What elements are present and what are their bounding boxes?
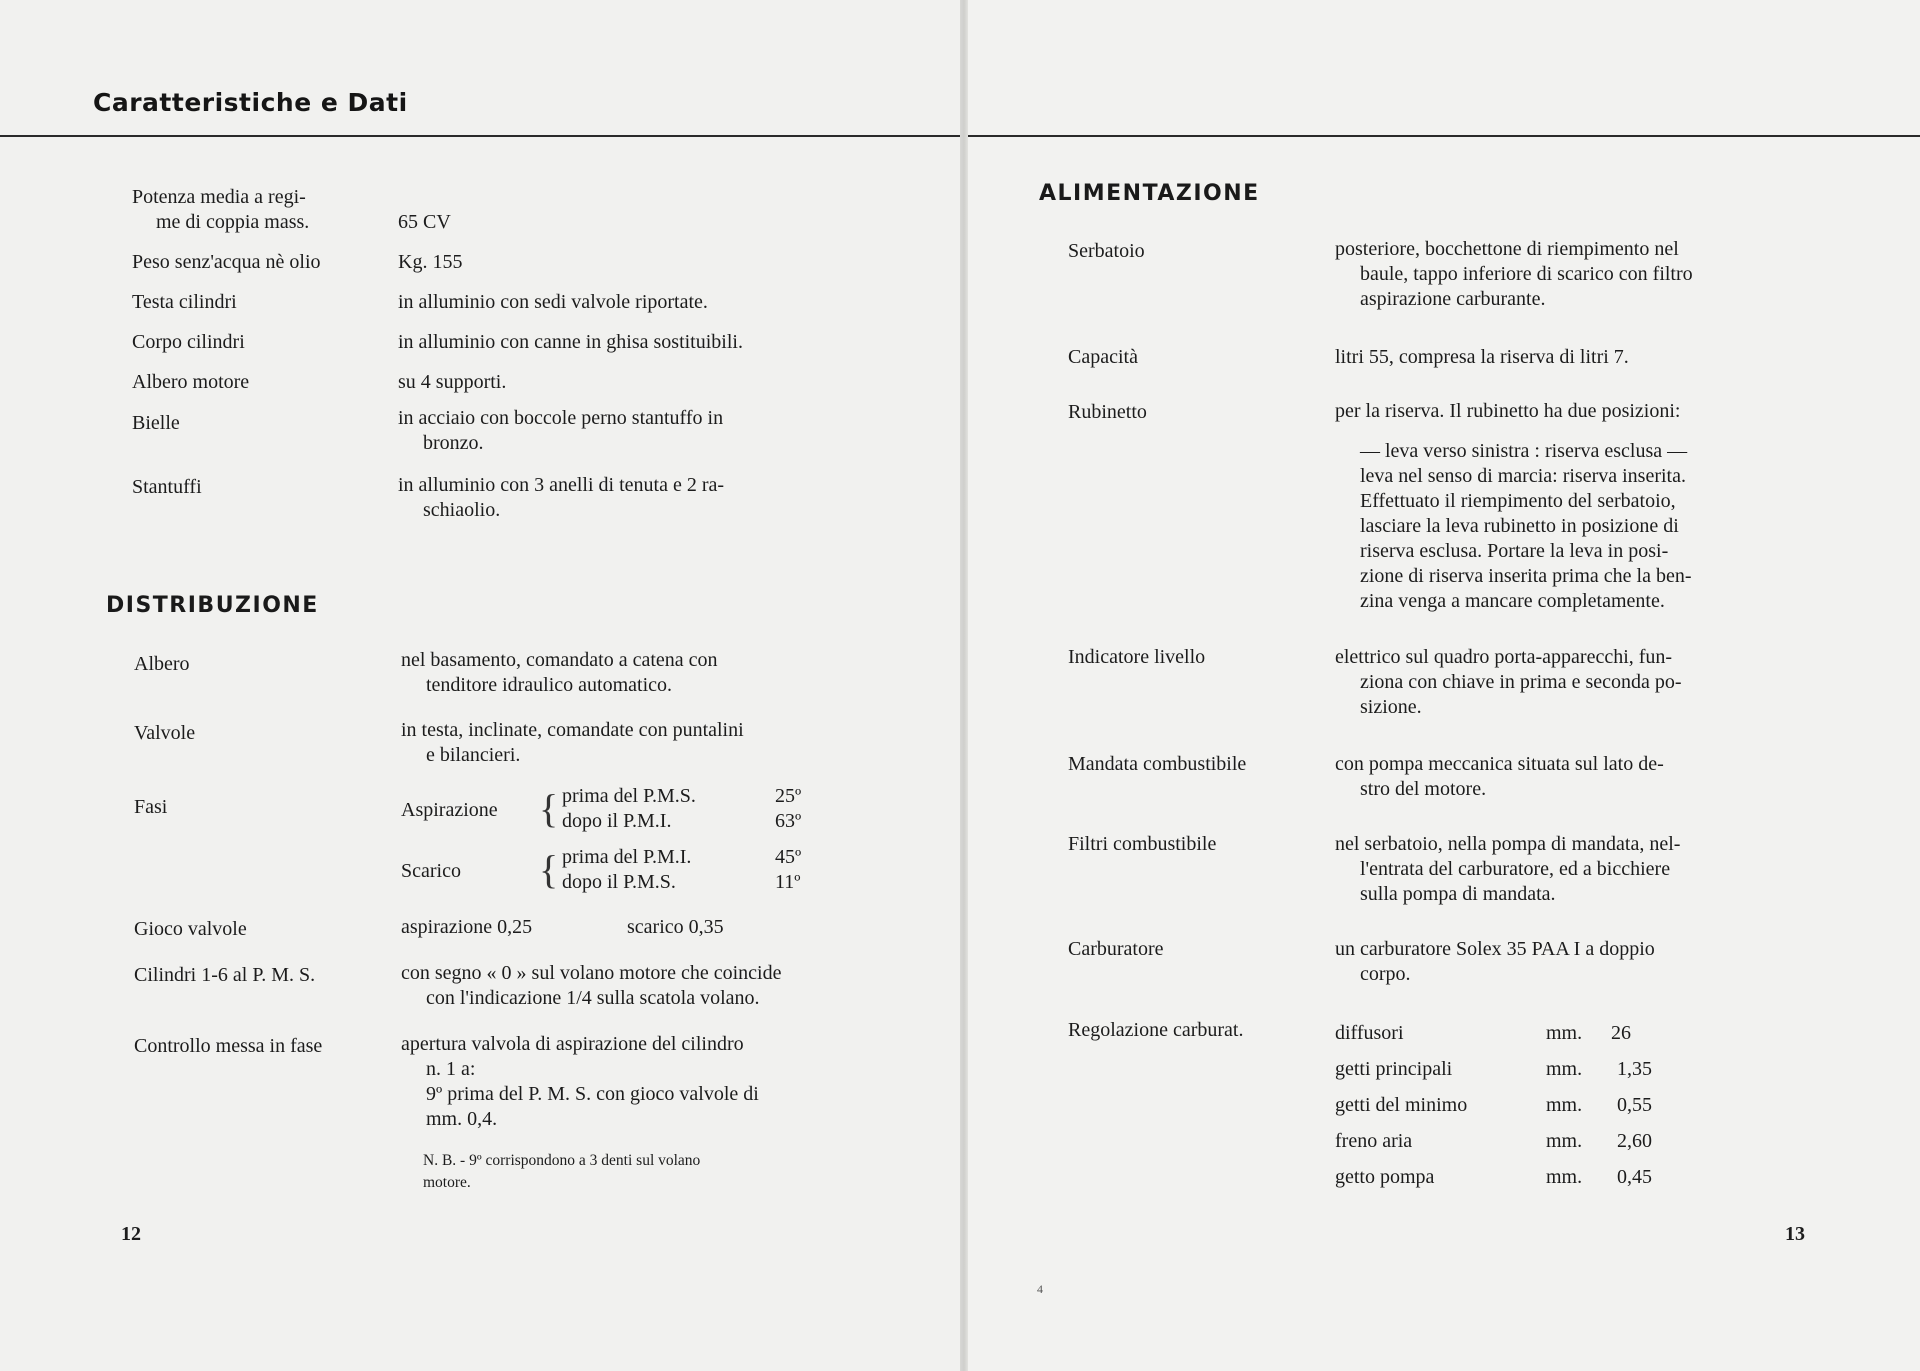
dist-label-controllo: Controllo messa in fase — [134, 1035, 323, 1057]
phase-scarico-line1: prima del P.M.I. — [562, 846, 692, 868]
spec-label-testa: Testa cilindri — [132, 291, 237, 313]
dist-label-albero: Albero — [134, 653, 190, 675]
dist-value-cilindri — [401, 961, 877, 1011]
carb-setting-unit: mm. — [1546, 1166, 1583, 1188]
spec-value-stantuffi — [398, 473, 874, 523]
alim-value-line: ziona con chiave in prima e seconda po- — [1360, 671, 1682, 693]
section-title-distribuzione: DISTRIBUZIONE — [106, 593, 319, 618]
note-line: motore. — [423, 1174, 471, 1191]
dist-value-line: apertura valvola di aspirazione del cilindro — [401, 1033, 744, 1055]
carb-setting-value: 2,60 — [1617, 1130, 1652, 1152]
phase-aspirazione-line2: dopo il P.M.I. — [562, 810, 672, 832]
alim-value-line: elettrico sul quadro porta-apparecchi, fun- — [1335, 646, 1673, 668]
alim-value-mandata — [1335, 752, 1810, 802]
alim-label-indicatore: Indicatore livello — [1068, 646, 1206, 668]
header-rule — [968, 135, 1920, 137]
dist-value-gioco-asp: aspirazione 0,25 — [401, 916, 533, 938]
dist-value-albero — [401, 648, 875, 698]
alim-value-line: nel serbatoio, nella pompa di mandata, nel- — [1335, 833, 1681, 855]
dist-value-gioco-sca: scarico 0,35 — [627, 916, 724, 938]
spec-value-line: schiaolio. — [423, 499, 501, 521]
spec-value-corpo: in alluminio con canne in ghisa sostituibili. — [398, 331, 743, 353]
dist-value-line: con segno « 0 » sul volano motore che coincide — [401, 962, 782, 984]
alim-value-line: stro del motore. — [1360, 778, 1487, 800]
carb-setting-name: freno aria — [1335, 1130, 1413, 1152]
alim-value-line: zina venga a mancare completamente. — [1360, 590, 1665, 612]
spec-label-line: me di coppia mass. — [156, 211, 310, 233]
spec-label-corpo: Corpo cilindri — [132, 331, 245, 353]
alim-value-line: con pompa meccanica situata sul lato de- — [1335, 753, 1664, 775]
alim-value-line: corpo. — [1360, 963, 1411, 985]
alim-label-filtri: Filtri combustibile — [1068, 833, 1217, 855]
dist-label-cilindri: Cilindri 1-6 al P. M. S. — [134, 964, 316, 986]
dist-label-valvole: Valvole — [134, 722, 196, 744]
brace-icon: { — [539, 786, 559, 831]
carb-setting-value: 26 — [1611, 1022, 1631, 1044]
alim-value-rubinetto: per la riserva. Il rubinetto ha due posizioni: — [1335, 400, 1681, 422]
spec-value-bielle — [398, 406, 874, 456]
section-title-alimentazione: ALIMENTAZIONE — [1039, 181, 1260, 206]
header-rule — [0, 135, 960, 137]
alim-value-indicatore — [1335, 645, 1810, 720]
book-gutter — [960, 0, 968, 1371]
alim-value-line: riserva esclusa. Portare la leva in posi- — [1360, 540, 1669, 562]
alim-value-line: posteriore, bocchettone di riempimento nel — [1335, 238, 1679, 260]
alim-value-line: sulla pompa di mandata. — [1360, 883, 1556, 905]
brace-icon: { — [539, 847, 559, 892]
phase-scarico-deg2: 11º — [775, 871, 801, 893]
alim-value-line: aspirazione carburante. — [1360, 288, 1546, 310]
alim-value-line: leva nel senso di marcia: riserva inserita. — [1360, 465, 1686, 487]
carb-setting-unit: mm. — [1546, 1094, 1583, 1116]
phase-aspirazione-label: Aspirazione — [401, 799, 498, 821]
dist-value-controllo — [401, 1032, 877, 1132]
spec-label-potenza — [132, 185, 309, 235]
dist-label-gioco: Gioco valvole — [134, 918, 247, 940]
spec-label-peso: Peso senz'acqua nè olio — [132, 251, 321, 273]
page-header-title: Caratteristiche e Dati — [93, 88, 408, 117]
dist-value-line: tenditore idraulico automatico. — [426, 674, 673, 696]
alim-value-line: lasciare la leva rubinetto in posizione di — [1360, 515, 1679, 537]
alim-value-line: un carburatore Solex 35 PAA I a doppio — [1335, 938, 1655, 960]
dist-value-line: in testa, inclinate, comandate con puntalini — [401, 719, 744, 741]
dist-value-line: n. 1 a: — [426, 1058, 476, 1080]
dist-value-line: 9º prima del P. M. S. con gioco valvole di — [426, 1083, 759, 1105]
dist-value-line: con l'indicazione 1/4 sulla scatola volano. — [426, 987, 760, 1009]
page-number-right: 13 — [1785, 1223, 1805, 1245]
phase-scarico-deg1: 45º — [775, 846, 802, 868]
alim-value-carburatore — [1335, 937, 1810, 987]
carb-setting-name: diffusori — [1335, 1022, 1404, 1044]
spec-value-peso: Kg. 155 — [398, 251, 463, 273]
spec-label-albero-motore: Albero motore — [132, 371, 250, 393]
alim-value-line: baule, tappo inferiore di scarico con filtro — [1360, 263, 1693, 285]
dist-label-fasi: Fasi — [134, 796, 168, 818]
alim-label-mandata: Mandata combustibile — [1068, 753, 1247, 775]
carb-setting-name: getti del minimo — [1335, 1094, 1468, 1116]
phase-scarico-label: Scarico — [401, 860, 461, 882]
spec-value-potenza: 65 CV — [398, 211, 451, 233]
carb-setting-name: getti principali — [1335, 1058, 1453, 1080]
spec-value-line: in acciaio con boccole perno stantuffo in — [398, 407, 724, 429]
spec-label-stantuffi: Stantuffi — [132, 476, 202, 498]
spec-value-line: bronzo. — [423, 432, 484, 454]
right-page — [968, 0, 1920, 1371]
spec-label-line: Potenza media a regi- — [132, 186, 306, 208]
carb-setting-value: 1,35 — [1617, 1058, 1652, 1080]
spec-value-line: in alluminio con 3 anelli di tenuta e 2 ra- — [398, 474, 725, 496]
alim-rubinetto-paragraph — [1360, 439, 1810, 614]
carb-setting-unit: mm. — [1546, 1022, 1583, 1044]
alim-value-capacita: litri 55, compresa la riserva di litri 7. — [1335, 346, 1629, 368]
alim-value-line: l'entrata del carburatore, ed a bicchiere — [1360, 858, 1671, 880]
alim-value-line: zione di riserva inserita prima che la ben- — [1360, 565, 1692, 587]
carb-setting-unit: mm. — [1546, 1058, 1583, 1080]
carb-setting-unit: mm. — [1546, 1130, 1583, 1152]
dist-value-valvole — [401, 718, 875, 768]
alim-label-capacita: Capacità — [1068, 346, 1138, 368]
carb-setting-value: 0,45 — [1617, 1166, 1652, 1188]
carb-setting-value: 0,55 — [1617, 1094, 1652, 1116]
spec-value-albero-motore: su 4 supporti. — [398, 371, 507, 393]
spec-value-testa: in alluminio con sedi valvole riportate. — [398, 291, 708, 313]
dist-value-line: mm. 0,4. — [426, 1108, 498, 1130]
spec-label-bielle: Bielle — [132, 412, 180, 434]
carb-setting-name: getto pompa — [1335, 1166, 1435, 1188]
distribuzione-note — [423, 1150, 878, 1194]
alim-label-regolazione: Regolazione carburat. — [1068, 1019, 1244, 1041]
phase-aspirazione-line1: prima del P.M.S. — [562, 785, 696, 807]
alim-label-carburatore: Carburatore — [1068, 938, 1164, 960]
page-number-left: 12 — [121, 1223, 141, 1245]
note-line: N. B. - 9º corrispondono a 3 denti sul volano — [423, 1152, 701, 1169]
dist-value-line: e bilancieri. — [426, 744, 521, 766]
alim-value-line: sizione. — [1360, 696, 1422, 718]
print-signature-mark: 4 — [1037, 1282, 1043, 1296]
phase-aspirazione-deg2: 63º — [775, 810, 802, 832]
phase-scarico-line2: dopo il P.M.S. — [562, 871, 676, 893]
alim-value-filtri — [1335, 832, 1810, 907]
dist-value-line: nel basamento, comandato a catena con — [401, 649, 718, 671]
alim-value-line: Effettuato il riempimento del serbatoio, — [1360, 490, 1676, 512]
alim-label-rubinetto: Rubinetto — [1068, 401, 1147, 423]
alim-label-serbatoio: Serbatoio — [1068, 240, 1145, 262]
alim-value-line: — leva verso sinistra : riserva esclusa — — [1360, 440, 1688, 462]
alim-value-serbatoio — [1335, 237, 1810, 312]
phase-aspirazione-deg1: 25º — [775, 785, 802, 807]
